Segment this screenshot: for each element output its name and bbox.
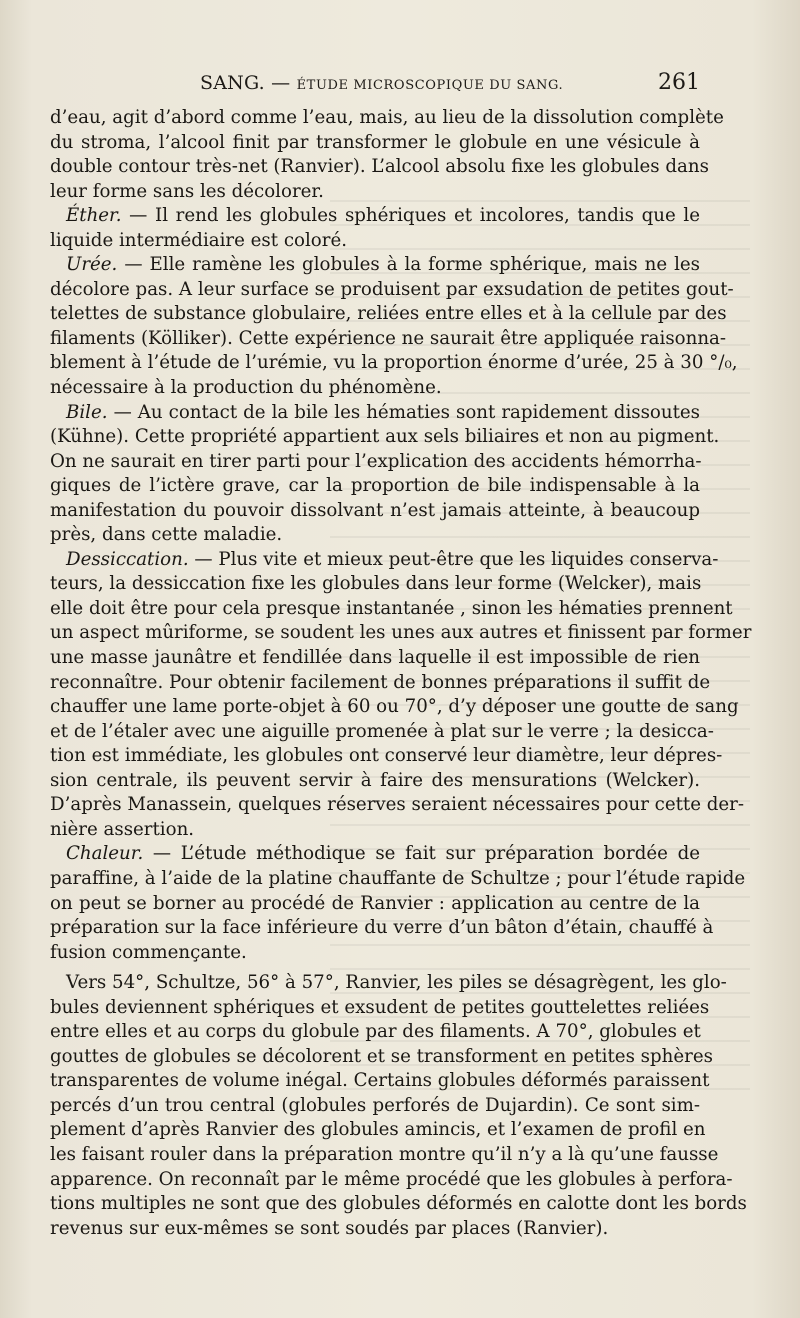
line-text: transparentes de volume inégal. Certains globules déformés paraissent <box>50 1070 710 1092</box>
line-text: du stroma, l’alcool finit par transformer le globule en une vésicule à <box>50 131 700 153</box>
line-text: filaments (Kölliker). Cette expérience ne saurait être appliquée raisonna- <box>50 327 727 349</box>
text-line <box>50 253 700 278</box>
text-line <box>50 769 700 794</box>
line-text: manifestation du pouvoir dissolvant n’est jamais atteinte, à beaucoup <box>50 499 700 521</box>
text-line <box>50 1168 733 1193</box>
text-line <box>50 302 727 327</box>
line-text: revenus sur eux-mêmes se sont soudés par places (Ranvier). <box>50 1217 609 1239</box>
page-number: 261 <box>658 70 700 95</box>
text-line <box>50 1143 719 1168</box>
line-text: bules deviennent sphériques et exsudent de petites gouttelettes reliées <box>50 996 710 1018</box>
line-text: un aspect mûriforme, se soudent les unes aux autres et finissent par former <box>50 622 752 644</box>
line-text: fusion commençante. <box>50 941 247 963</box>
running-head-main: SANG. — <box>200 72 297 94</box>
section-heading: Bile. <box>66 401 108 423</box>
line-text: — Elle ramène les globules à la forme sphérique, mais ne les <box>117 254 700 276</box>
section-heading: Urée. <box>66 254 118 276</box>
section-heading: Dessiccation. <box>66 548 189 570</box>
text-line <box>50 720 714 745</box>
line-text: on peut se borner au procédé de Ranvier : application au centre de la <box>50 892 700 914</box>
text-line <box>50 351 738 376</box>
line-text: et de l’étaler avec une aiguille promenée à plat sur le verre ; la desicca- <box>50 720 714 742</box>
line-text: préparation sur la face inférieure du verre d’un bâton d’étain, chauffé à <box>50 917 714 939</box>
text-line <box>50 278 734 303</box>
line-text: — Plus vite et mieux peut-être que les liquides conserva- <box>188 548 719 570</box>
line-text: — L’étude méthodique se fait sur préparation bordée de <box>143 843 700 865</box>
text-line <box>50 376 700 401</box>
text-line <box>50 1118 706 1143</box>
line-text: tions multiples ne sont que des globules déformés en calotte dont les bords <box>50 1193 747 1215</box>
page-header <box>50 68 700 100</box>
running-head-subtitle: ÉTUDE MICROSCOPIQUE DU SANG. <box>296 78 564 93</box>
text-line <box>50 597 733 622</box>
text-line <box>50 523 700 548</box>
line-text: percés d’un trou central (globules perforés de Dujardin). Ce sont sim- <box>50 1094 700 1116</box>
text-line <box>50 793 745 818</box>
line-text: double contour très-net (Ranvier). L’alcool absolu fixe les globules dans <box>50 156 709 178</box>
line-text: nière assertion. <box>50 818 195 840</box>
text-line <box>50 474 700 499</box>
line-text: — Au contact de la bile les hématies sont rapidement dissoutes <box>107 401 700 423</box>
line-text: teurs, la dessiccation fixe les globules dans leur forme (Welcker), mais <box>50 573 702 595</box>
text-line <box>50 106 724 131</box>
text-line <box>50 971 727 996</box>
line-text: leur forme sans les décolorer. <box>50 180 324 202</box>
text-line <box>50 499 700 524</box>
text-line <box>50 572 700 597</box>
line-text: les faisant rouler dans la préparation montre qu’il n’y a là qu’une fausse <box>50 1143 719 1165</box>
line-text: (Kühne). Cette propriété appartient aux sels biliaires et non au pigment. <box>50 426 720 448</box>
text-line <box>50 425 720 450</box>
text-line <box>50 1020 700 1045</box>
line-text: Vers 54°, Schultze, 56° à 57°, Ranvier, les piles se désagrègent, les glo- <box>66 972 727 994</box>
line-text: D’après Manassein, quelques réserves seraient nécessaires pour cette der- <box>50 794 745 816</box>
section-heading: Chaleur. <box>66 843 144 865</box>
line-text: chauffer une lame porte-objet à 60 ou 70°, d’y déposer une goutte de sang <box>50 696 739 718</box>
line-text: entre elles et au corps du globule par des filaments. A 70°, globules et <box>50 1021 701 1043</box>
running-head <box>200 72 563 94</box>
text-line <box>50 131 700 156</box>
section-heading: Éther. <box>66 205 122 227</box>
text-line <box>50 916 714 941</box>
text-line <box>50 621 752 646</box>
text-line <box>50 1192 747 1217</box>
text-line <box>50 867 746 892</box>
line-text: liquide intermédiaire est coloré. <box>50 229 347 251</box>
line-text: apparence. On reconnaît par le même procédé que les globules à perfora- <box>50 1168 733 1190</box>
text-line <box>50 996 710 1021</box>
text-line <box>50 229 700 254</box>
line-text: gouttes de globules se décolorent et se transforment en petites sphères <box>50 1045 713 1067</box>
text-line <box>50 842 700 867</box>
text-line <box>50 892 700 917</box>
text-line <box>50 180 700 205</box>
text-line <box>50 671 711 696</box>
line-text: tion est immédiate, les globules ont conservé leur diamètre, leur dépres- <box>50 745 723 767</box>
text-line <box>50 1045 713 1070</box>
line-text: nécessaire à la production du phénomène. <box>50 377 442 399</box>
line-text: près, dans cette maladie. <box>50 524 283 546</box>
line-text: telettes de substance globulaire, reliées entre elles et à la cellule par des <box>50 303 727 325</box>
line-text: sion centrale, ils peuvent servir à faire des mensurations (Welcker). <box>50 769 700 791</box>
text-line <box>50 155 709 180</box>
text-line <box>50 941 700 966</box>
line-text: une masse jaunâtre et fendillée dans laquelle il est impossible de rien <box>50 647 700 669</box>
text-line <box>50 548 719 573</box>
text-line <box>50 744 723 769</box>
line-text: plement d’après Ranvier des globules amincis, et l’examen de profil en <box>50 1119 706 1141</box>
text-line <box>50 1069 710 1094</box>
line-text: décolore pas. A leur surface se produisent par exsudation de petites gout- <box>50 278 734 300</box>
line-text: d’eau, agit d’abord comme l’eau, mais, au lieu de la dissolution complète <box>50 107 724 128</box>
line-text: — Il rend les globules sphériques et incolores, tandis que le <box>121 205 700 227</box>
text-line <box>50 401 700 426</box>
line-text: blement à l’étude de l’urémie, vu la proportion énorme d’urée, 25 à 30 °/₀, <box>50 352 738 374</box>
line-text: On ne saurait en tirer parti pour l’explication des accidents hémorrha- <box>50 450 702 472</box>
text-line <box>50 695 739 720</box>
line-text: giques de l’ictère grave, car la proportion de bile indispensable à la <box>50 475 700 497</box>
text-line <box>50 818 700 843</box>
text-line <box>50 646 700 671</box>
text-line <box>50 327 727 352</box>
text-line <box>50 204 700 229</box>
text-line <box>50 1094 700 1119</box>
body-text <box>50 106 752 1241</box>
line-text: reconnaître. Pour obtenir facilement de bonnes préparations il suffit de <box>50 671 711 693</box>
text-line <box>50 450 700 475</box>
line-text: paraffine, à l’aide de la platine chauffante de Schultze ; pour l’étude rapide <box>50 867 746 889</box>
line-text: elle doit être pour cela presque instantanée , sinon les hématies prennent <box>50 597 733 619</box>
text-line <box>50 1217 700 1242</box>
